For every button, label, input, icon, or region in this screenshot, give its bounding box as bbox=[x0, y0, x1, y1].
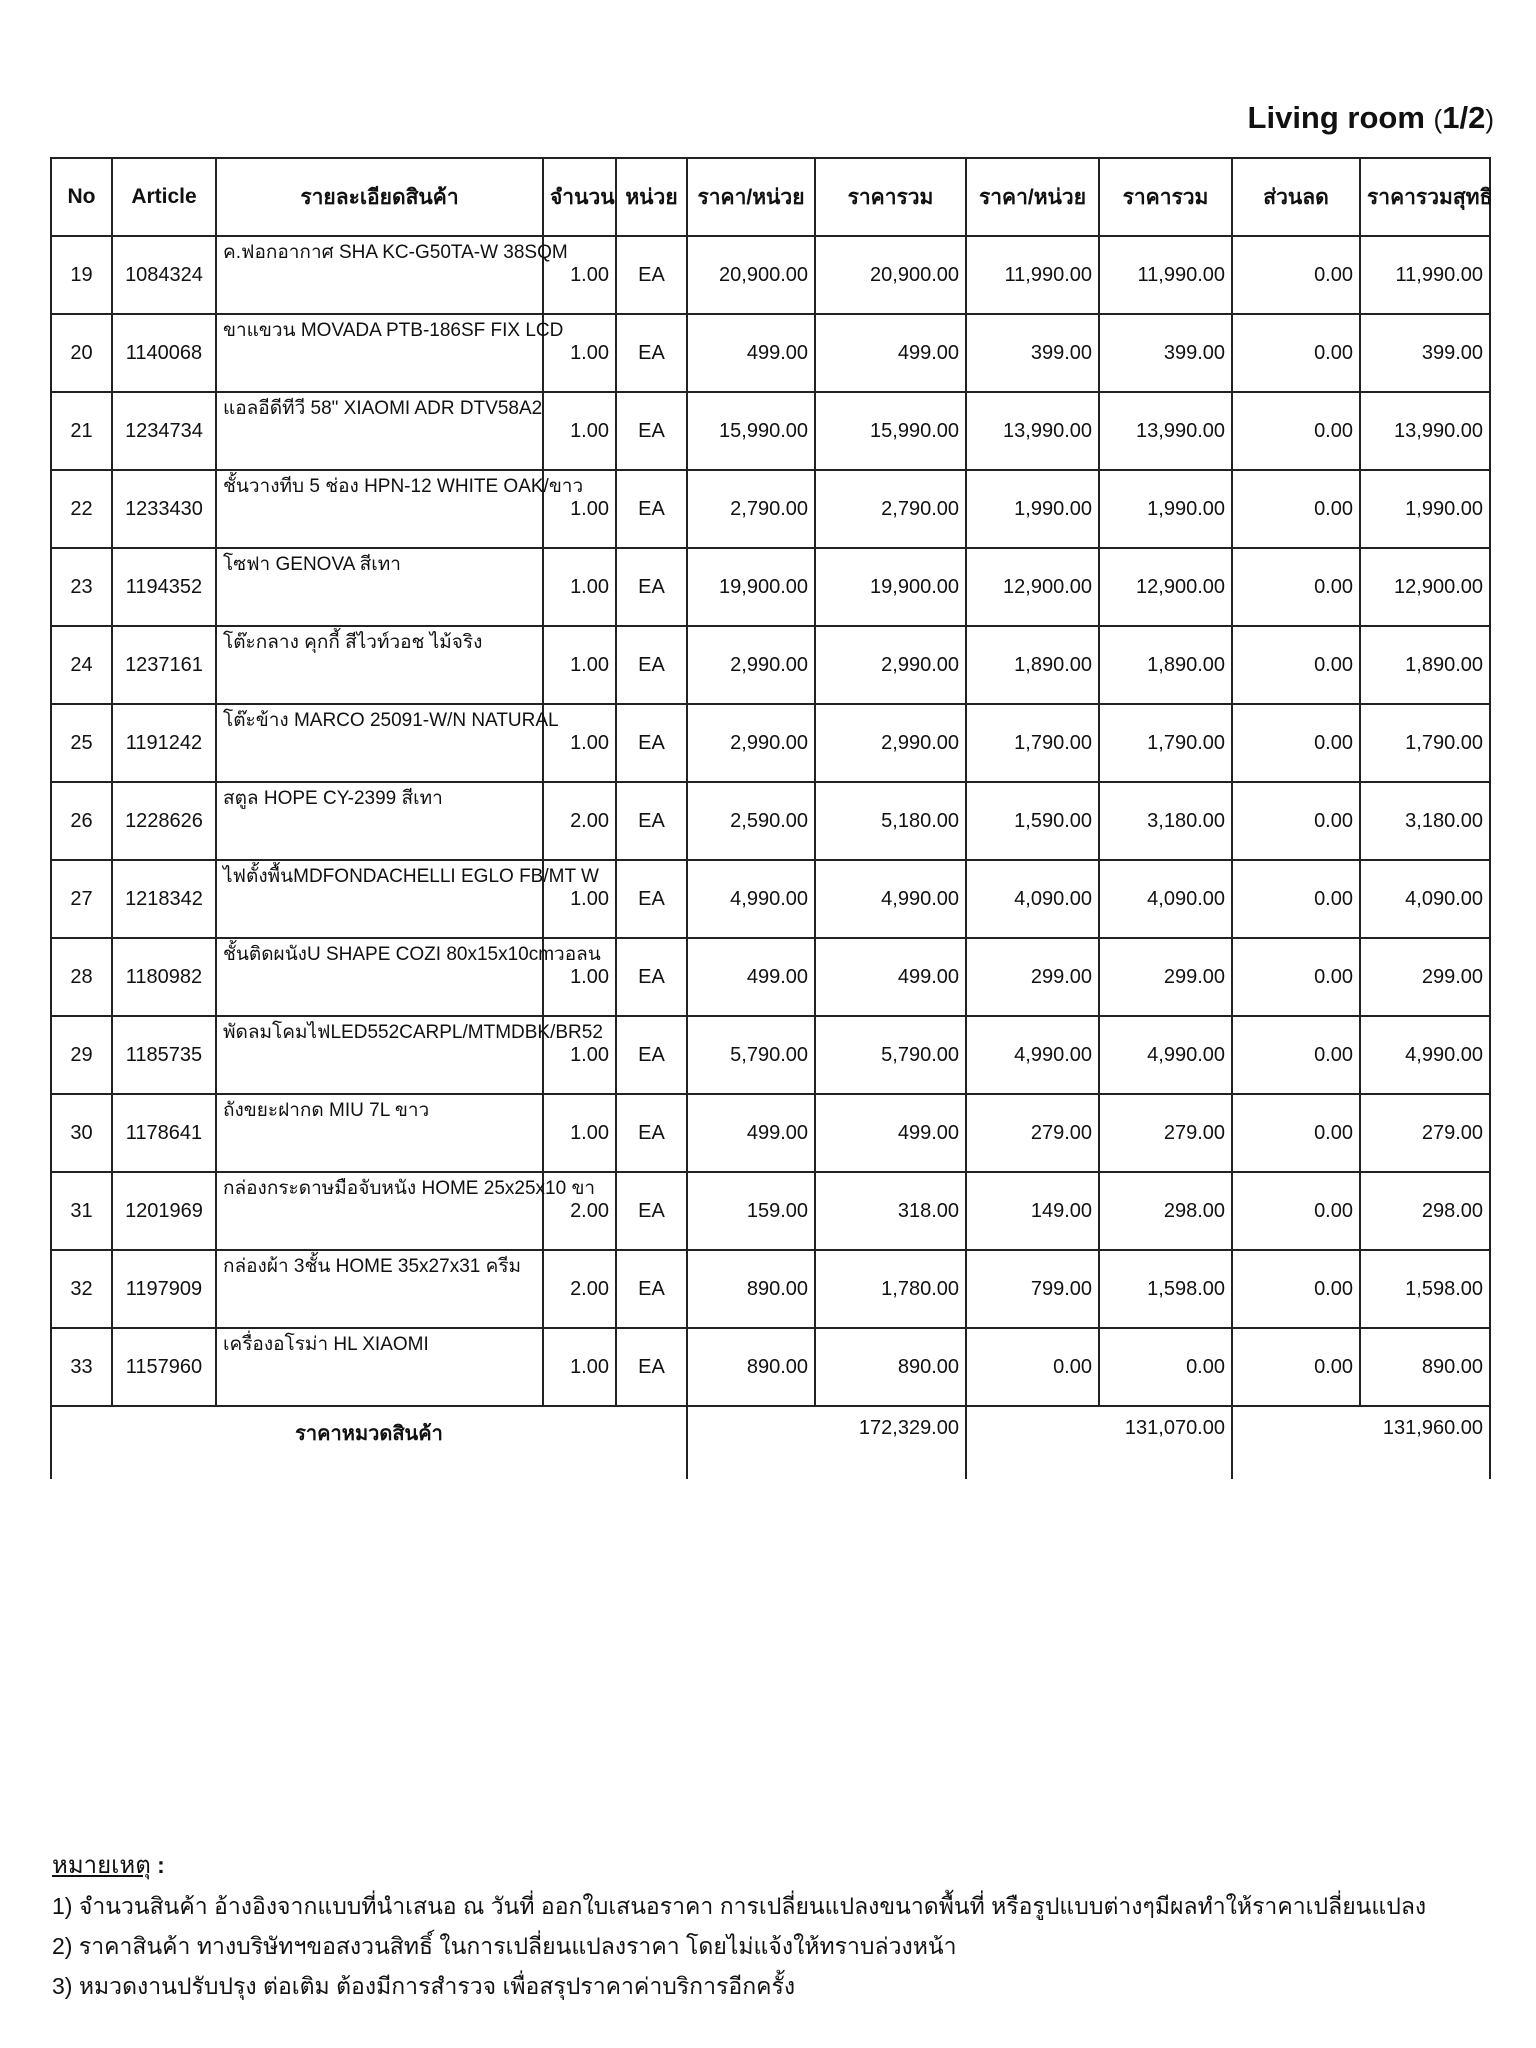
cell-unit-price: 890.00 bbox=[687, 1328, 815, 1406]
cell-unit-price: 2,990.00 bbox=[687, 704, 815, 782]
cell-total-2: 1,990.00 bbox=[1099, 470, 1232, 548]
cell-unit: EA bbox=[616, 1328, 687, 1406]
cell-total: 1,780.00 bbox=[815, 1250, 966, 1328]
cell-no: 19 bbox=[51, 236, 112, 314]
cell-unit: EA bbox=[616, 236, 687, 314]
cell-quantity: 1.00 bbox=[543, 314, 616, 392]
table-row bbox=[51, 548, 1490, 626]
cell-quantity: 1.00 bbox=[543, 392, 616, 470]
cell-discount: 0.00 bbox=[1232, 1250, 1360, 1328]
cell-unit: EA bbox=[616, 938, 687, 1016]
cell-total-2: 1,890.00 bbox=[1099, 626, 1232, 704]
cell-article: 1157960 bbox=[112, 1328, 216, 1406]
cell-unit-price-2: 4,990.00 bbox=[966, 1016, 1099, 1094]
table-row bbox=[51, 782, 1490, 860]
cell-discount: 0.00 bbox=[1232, 938, 1360, 1016]
cell-net-total: 11,990.00 bbox=[1360, 236, 1490, 314]
cell-no: 29 bbox=[51, 1016, 112, 1094]
header-no: No bbox=[51, 158, 112, 236]
page-title-main: Living room bbox=[1247, 100, 1425, 135]
cell-quantity: 1.00 bbox=[543, 704, 616, 782]
cell-unit-price-2: 1,590.00 bbox=[966, 782, 1099, 860]
page-title-close-paren: ) bbox=[1485, 104, 1494, 134]
header-quantity: จำนวน bbox=[543, 158, 616, 236]
cell-unit-price: 499.00 bbox=[687, 314, 815, 392]
table-row bbox=[51, 1172, 1490, 1250]
cell-discount: 0.00 bbox=[1232, 548, 1360, 626]
table-row bbox=[51, 314, 1490, 392]
cell-unit-price-2: 11,990.00 bbox=[966, 236, 1099, 314]
cell-no: 25 bbox=[51, 704, 112, 782]
cell-unit: EA bbox=[616, 1094, 687, 1172]
cell-total: 499.00 bbox=[815, 1094, 966, 1172]
cell-description: สตูล HOPE CY-2399 สีเทา bbox=[216, 782, 543, 860]
cell-unit-price: 2,990.00 bbox=[687, 626, 815, 704]
cell-quantity: 1.00 bbox=[543, 548, 616, 626]
cell-net-total: 279.00 bbox=[1360, 1094, 1490, 1172]
cell-unit: EA bbox=[616, 860, 687, 938]
cell-total: 19,900.00 bbox=[815, 548, 966, 626]
cell-quantity: 1.00 bbox=[543, 1328, 616, 1406]
cell-no: 30 bbox=[51, 1094, 112, 1172]
header-unit-price: ราคา/หน่วย bbox=[687, 158, 815, 236]
cell-quantity: 2.00 bbox=[543, 1172, 616, 1250]
page-title-open-paren: ( bbox=[1433, 104, 1443, 134]
cell-unit-price: 2,590.00 bbox=[687, 782, 815, 860]
cell-description: ชั้นวางทีบ 5 ช่อง HPN-12 WHITE OAK/ขาว bbox=[216, 470, 543, 548]
cell-quantity: 1.00 bbox=[543, 938, 616, 1016]
cell-unit-price-2: 799.00 bbox=[966, 1250, 1099, 1328]
table-row bbox=[51, 1250, 1490, 1328]
cell-total: 318.00 bbox=[815, 1172, 966, 1250]
table-row bbox=[51, 938, 1490, 1016]
cell-article: 1191242 bbox=[112, 704, 216, 782]
cell-net-total: 1,598.00 bbox=[1360, 1250, 1490, 1328]
cell-no: 28 bbox=[51, 938, 112, 1016]
cell-quantity: 1.00 bbox=[543, 1016, 616, 1094]
cell-quantity: 1.00 bbox=[543, 1094, 616, 1172]
notes-heading-colon: : bbox=[150, 1852, 165, 1878]
cell-article: 1197909 bbox=[112, 1250, 216, 1328]
cell-unit: EA bbox=[616, 626, 687, 704]
cell-net-total: 298.00 bbox=[1360, 1172, 1490, 1250]
cell-net-total: 890.00 bbox=[1360, 1328, 1490, 1406]
cell-unit-price: 499.00 bbox=[687, 938, 815, 1016]
page-title bbox=[1248, 100, 1494, 136]
cell-description: แอลอีดีทีวี 58" XIAOMI ADR DTV58A2 bbox=[216, 392, 543, 470]
cell-article: 1140068 bbox=[112, 314, 216, 392]
cell-article: 1233430 bbox=[112, 470, 216, 548]
cell-discount: 0.00 bbox=[1232, 236, 1360, 314]
footer-net-total: 131,960.00 bbox=[1232, 1406, 1490, 1479]
cell-quantity: 2.00 bbox=[543, 782, 616, 860]
cell-total: 4,990.00 bbox=[815, 860, 966, 938]
cell-description: โต๊ะข้าง MARCO 25091-W/N NATURAL bbox=[216, 704, 543, 782]
note-line: 2) ราคาสินค้า ทางบริษัทฯขอสงวนสิทธิ์ ในการเปลี่ยนแปลงราคา โดยไม่แจ้งให้ทราบล่วงหน้า bbox=[52, 1933, 957, 1959]
cell-total-2: 12,900.00 bbox=[1099, 548, 1232, 626]
cell-total-2: 3,180.00 bbox=[1099, 782, 1232, 860]
cell-net-total: 1,890.00 bbox=[1360, 626, 1490, 704]
cell-no: 31 bbox=[51, 1172, 112, 1250]
cell-discount: 0.00 bbox=[1232, 626, 1360, 704]
table-body bbox=[51, 236, 1490, 1406]
cell-unit: EA bbox=[616, 1016, 687, 1094]
cell-total: 20,900.00 bbox=[815, 236, 966, 314]
cell-total-2: 11,990.00 bbox=[1099, 236, 1232, 314]
cell-no: 27 bbox=[51, 860, 112, 938]
cell-description: ไฟตั้งพื้นMDFONDACHELLI EGLO FB/MT W bbox=[216, 860, 543, 938]
cell-description: เครื่องอโรม่า HL XIAOMI bbox=[216, 1328, 543, 1406]
cell-unit: EA bbox=[616, 782, 687, 860]
cell-article: 1218342 bbox=[112, 860, 216, 938]
cell-no: 23 bbox=[51, 548, 112, 626]
notes-section bbox=[52, 1845, 1426, 2006]
cell-article: 1237161 bbox=[112, 626, 216, 704]
cell-total: 5,180.00 bbox=[815, 782, 966, 860]
footer-label: ราคาหมวดสินค้า bbox=[51, 1406, 687, 1479]
cell-total: 15,990.00 bbox=[815, 392, 966, 470]
cell-no: 32 bbox=[51, 1250, 112, 1328]
table-row bbox=[51, 1328, 1490, 1406]
cell-no: 22 bbox=[51, 470, 112, 548]
cell-total-2: 1,790.00 bbox=[1099, 704, 1232, 782]
cell-net-total: 3,180.00 bbox=[1360, 782, 1490, 860]
table-row bbox=[51, 1094, 1490, 1172]
cell-article: 1084324 bbox=[112, 236, 216, 314]
cell-unit-price: 2,790.00 bbox=[687, 470, 815, 548]
cell-no: 26 bbox=[51, 782, 112, 860]
cell-discount: 0.00 bbox=[1232, 782, 1360, 860]
cell-unit-price: 15,990.00 bbox=[687, 392, 815, 470]
cell-discount: 0.00 bbox=[1232, 1328, 1360, 1406]
cell-total-2: 13,990.00 bbox=[1099, 392, 1232, 470]
table-row bbox=[51, 470, 1490, 548]
cell-article: 1234734 bbox=[112, 392, 216, 470]
cell-quantity: 1.00 bbox=[543, 626, 616, 704]
cell-net-total: 4,990.00 bbox=[1360, 1016, 1490, 1094]
cell-unit-price: 5,790.00 bbox=[687, 1016, 815, 1094]
cell-unit-price-2: 399.00 bbox=[966, 314, 1099, 392]
cell-total-2: 299.00 bbox=[1099, 938, 1232, 1016]
cell-unit-price-2: 1,990.00 bbox=[966, 470, 1099, 548]
header-description: รายละเอียดสินค้า bbox=[216, 158, 543, 236]
cell-unit-price: 499.00 bbox=[687, 1094, 815, 1172]
cell-article: 1201969 bbox=[112, 1172, 216, 1250]
cell-net-total: 299.00 bbox=[1360, 938, 1490, 1016]
notes-heading: หมายเหตุ bbox=[52, 1852, 151, 1879]
header-net-total: ราคารวมสุทธิ bbox=[1360, 158, 1490, 236]
cell-unit-price-2: 4,090.00 bbox=[966, 860, 1099, 938]
cell-description: กล่องผ้า 3ชั้น HOME 35x27x31 ครีม bbox=[216, 1250, 543, 1328]
header-discount: ส่วนลด bbox=[1232, 158, 1360, 236]
cell-no: 24 bbox=[51, 626, 112, 704]
cell-unit: EA bbox=[616, 704, 687, 782]
cell-discount: 0.00 bbox=[1232, 314, 1360, 392]
cell-unit: EA bbox=[616, 314, 687, 392]
cell-unit-price-2: 0.00 bbox=[966, 1328, 1099, 1406]
header-unit-price-2: ราคา/หน่วย bbox=[966, 158, 1099, 236]
cell-unit: EA bbox=[616, 470, 687, 548]
cell-total-2: 298.00 bbox=[1099, 1172, 1232, 1250]
cell-unit-price: 19,900.00 bbox=[687, 548, 815, 626]
table-row bbox=[51, 1016, 1490, 1094]
cell-discount: 0.00 bbox=[1232, 392, 1360, 470]
cell-total: 890.00 bbox=[815, 1328, 966, 1406]
cell-total: 499.00 bbox=[815, 938, 966, 1016]
cell-discount: 0.00 bbox=[1232, 704, 1360, 782]
note-line: 1) จำนวนสินค้า อ้างอิงจากแบบที่นำเสนอ ณ วันที่ ออกใบเสนอราคา การเปลี่ยนแปลงขนาดพื้นที่ หรือรูปแบบต่างๆมีผลทำให้ราคาเปลี่ยนแปลง bbox=[52, 1893, 1427, 1919]
cell-total-2: 4,090.00 bbox=[1099, 860, 1232, 938]
cell-article: 1194352 bbox=[112, 548, 216, 626]
cell-total: 2,990.00 bbox=[815, 704, 966, 782]
cell-unit-price-2: 299.00 bbox=[966, 938, 1099, 1016]
cell-unit-price-2: 12,900.00 bbox=[966, 548, 1099, 626]
cell-total-2: 0.00 bbox=[1099, 1328, 1232, 1406]
page-title-page-number: 1/2 bbox=[1442, 100, 1486, 135]
cell-quantity: 2.00 bbox=[543, 1250, 616, 1328]
cell-total-2: 4,990.00 bbox=[1099, 1016, 1232, 1094]
cell-no: 21 bbox=[51, 392, 112, 470]
cell-no: 20 bbox=[51, 314, 112, 392]
cell-unit: EA bbox=[616, 1172, 687, 1250]
cell-description: กล่องกระดาษมือจับหนัง HOME 25x25x10 ขา bbox=[216, 1172, 543, 1250]
cell-unit: EA bbox=[616, 548, 687, 626]
cell-total: 2,790.00 bbox=[815, 470, 966, 548]
cell-description: โต๊ะกลาง คุกกี้ สีไวท์วอช ไม้จริง bbox=[216, 626, 543, 704]
cell-net-total: 13,990.00 bbox=[1360, 392, 1490, 470]
cell-net-total: 4,090.00 bbox=[1360, 860, 1490, 938]
cell-quantity: 1.00 bbox=[543, 236, 616, 314]
table-footer-row bbox=[51, 1406, 1490, 1479]
note-line: 3) หมวดงานปรับปรุง ต่อเติม ต้องมีการสำรวจ เพื่อสรุปราคาค่าบริการอีกครั้ง bbox=[52, 1973, 796, 1999]
cell-no: 33 bbox=[51, 1328, 112, 1406]
header-total-2: ราคารวม bbox=[1099, 158, 1232, 236]
table-row bbox=[51, 704, 1490, 782]
table-row bbox=[51, 236, 1490, 314]
cell-discount: 0.00 bbox=[1232, 1016, 1360, 1094]
header-unit: หน่วย bbox=[616, 158, 687, 236]
cell-net-total: 12,900.00 bbox=[1360, 548, 1490, 626]
footer-total-2: 131,070.00 bbox=[966, 1406, 1232, 1479]
quotation-table bbox=[50, 157, 1491, 1479]
cell-total-2: 279.00 bbox=[1099, 1094, 1232, 1172]
header-total: ราคารวม bbox=[815, 158, 966, 236]
cell-total-2: 399.00 bbox=[1099, 314, 1232, 392]
cell-article: 1180982 bbox=[112, 938, 216, 1016]
cell-description: โซฟา GENOVA สีเทา bbox=[216, 548, 543, 626]
cell-quantity: 1.00 bbox=[543, 470, 616, 548]
cell-unit-price-2: 149.00 bbox=[966, 1172, 1099, 1250]
cell-description: ถังขยะฝากด MIU 7L ขาว bbox=[216, 1094, 543, 1172]
table-row bbox=[51, 626, 1490, 704]
cell-unit-price: 20,900.00 bbox=[687, 236, 815, 314]
cell-article: 1185735 bbox=[112, 1016, 216, 1094]
cell-description: พัดลมโคมไฟLED552CARPL/MTMDBK/BR52 bbox=[216, 1016, 543, 1094]
cell-discount: 0.00 bbox=[1232, 860, 1360, 938]
cell-article: 1228626 bbox=[112, 782, 216, 860]
cell-unit-price-2: 279.00 bbox=[966, 1094, 1099, 1172]
cell-discount: 0.00 bbox=[1232, 1094, 1360, 1172]
cell-unit: EA bbox=[616, 392, 687, 470]
cell-unit: EA bbox=[616, 1250, 687, 1328]
table-header-row bbox=[51, 158, 1490, 236]
cell-total: 499.00 bbox=[815, 314, 966, 392]
cell-unit-price-2: 13,990.00 bbox=[966, 392, 1099, 470]
cell-discount: 0.00 bbox=[1232, 470, 1360, 548]
footer-total: 172,329.00 bbox=[687, 1406, 966, 1479]
cell-unit-price: 4,990.00 bbox=[687, 860, 815, 938]
cell-description: ชั้นติดผนังU SHAPE COZI 80x15x10cmวอลน bbox=[216, 938, 543, 1016]
cell-total: 5,790.00 bbox=[815, 1016, 966, 1094]
cell-description: ขาแขวน MOVADA PTB-186SF FIX LCD bbox=[216, 314, 543, 392]
cell-unit-price: 159.00 bbox=[687, 1172, 815, 1250]
cell-description: ค.ฟอกอากาศ SHA KC-G50TA-W 38SQM bbox=[216, 236, 543, 314]
cell-discount: 0.00 bbox=[1232, 1172, 1360, 1250]
table-row bbox=[51, 860, 1490, 938]
cell-net-total: 399.00 bbox=[1360, 314, 1490, 392]
cell-unit-price-2: 1,890.00 bbox=[966, 626, 1099, 704]
cell-quantity: 1.00 bbox=[543, 860, 616, 938]
cell-article: 1178641 bbox=[112, 1094, 216, 1172]
cell-net-total: 1,990.00 bbox=[1360, 470, 1490, 548]
cell-unit-price: 890.00 bbox=[687, 1250, 815, 1328]
header-article: Article bbox=[112, 158, 216, 236]
cell-unit-price-2: 1,790.00 bbox=[966, 704, 1099, 782]
cell-net-total: 1,790.00 bbox=[1360, 704, 1490, 782]
table-row bbox=[51, 392, 1490, 470]
cell-total-2: 1,598.00 bbox=[1099, 1250, 1232, 1328]
cell-total: 2,990.00 bbox=[815, 626, 966, 704]
